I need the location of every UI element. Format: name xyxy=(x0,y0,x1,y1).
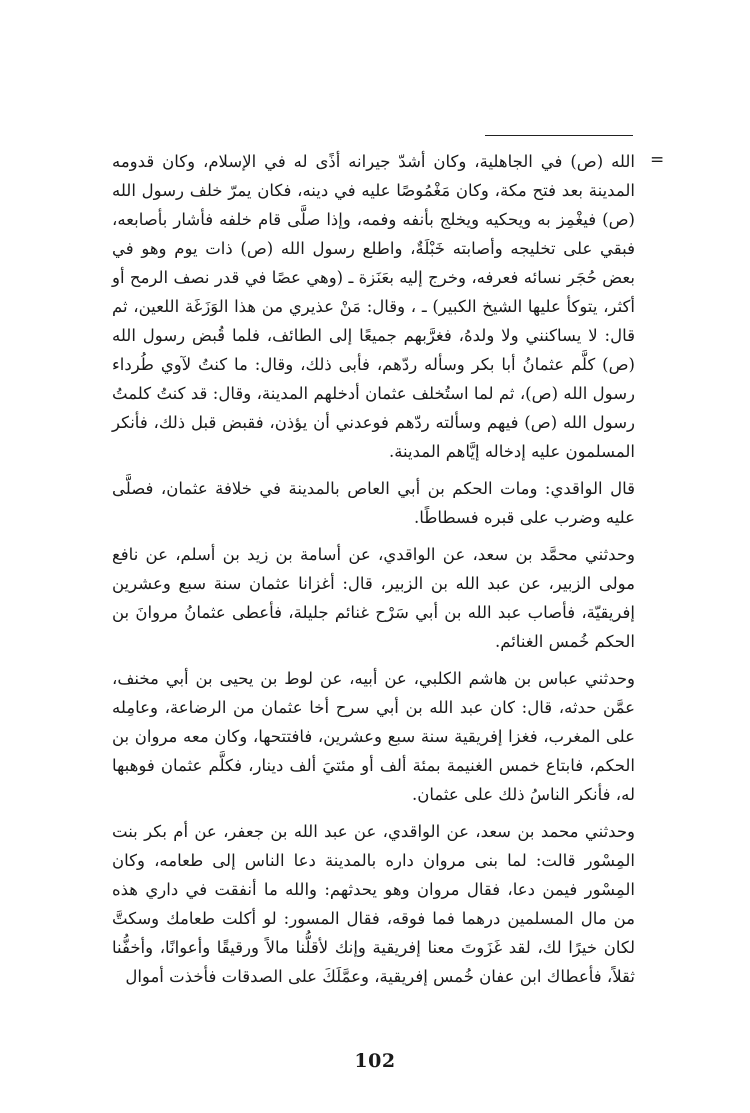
paragraph-4: وحدثني عباس بن هاشم الكلبي، عن أبيه، عن لوط بن يحيى بن أبي مخنف، عمَّن حدثه، قال: كان عبد الله بن أبي سرح أخا عثمان من الرضاعة، وعامِله على المغرب، فغزا إفريقية سنة سبع وعشرين، فافتتحها، وكان معه مروان بن الحكم، فابتاع خمس الغنيمة بمئة ألف أو مئتيَ ألف دينار، فكلَّم عثمان فوهبها له، فأنكر الناسُ ذلك على عثمان. xyxy=(112,669,635,804)
paragraph-2: قال الواقدي: ومات الحكم بن أبي العاص بالمدينة في خلافة عثمان، فصلَّى عليه وضرب على قبره فسطاطًا. xyxy=(112,479,635,527)
page-number: 102 xyxy=(354,1050,396,1072)
footnote-separator-rule xyxy=(485,135,633,136)
paragraph-5: وحدثني محمد بن سعد، عن الواقدي، عن عبد الله بن جعفر، عن أم بكر بنت المِسْور قالت: لما بنى مروان داره بالمدينة دعا الناس إلى طعامه، وكان المِسْور فيمن دعا، فقال مروان وهو يحدثهم: والله ما أنفقت في داري هذه من مال المسلمين درهما فما فوقه، فقال المسور: لو أكلت طعامك وسكتَّ لكان خيرًا لك، لقد غَزَوتَ معنا إفريقية وإنك لأقلُّنا مالاً ورقيقًا وأعوانًا، وأخفُّنا ثقلاً، فأعطاك ابن عفان خُمس إفريقية، وعمَّلَكَ على الصدقات فأخذت أموال xyxy=(112,822,635,986)
paragraph-3: وحدثني محمَّد بن سعد، عن الواقدي، عن أسامة بن زيد بن أسلم، عن نافع مولى الزبير، عن عبد الله بن الزبير، قال: أغزانا عثمان سنة سبع وعشرين إفريقيّة، فأصاب عبد الله بن أبي سَرْح غنائم جليلة، فأعطى عثمانُ مروانَ بن الحكم خُمس الغنائم. xyxy=(112,545,635,651)
paragraph-1: الله (ص) في الجاهلية، وكان أشدّ جيرانه أذًى له في الإسلام، وكان قدومه المدينة بعد فتح مكة، وكان مَغْمُوصًا عليه في دينه، فكان يمرّ خلف رسول الله (ص) فيغْمِز به ويحكيه ويخلج بأنفه وفمه، وإذا صلَّى قام خلفه فأشار بأصابعه، فبقي على تخليجه وأصابته خَبْلَةٌ، واطلع رسول الله (ص) ذات يوم وهو في بعض حُجَر نسائه فعرفه، وخرج إليه بعَنَزة ـ (وهي عصًا في قدر نصف الرمح أو أكثر، يتوكأ عليها الشيخ الكبير) ـ ، وقال: مَنْ عذيري من هذا الوَزَغَة اللعين، ثم قال: لا يساكنني ولا ولدهُ، فغرَّبهم جميعًا إلى الطائف، فلما قُبض رسول الله (ص) كلَّم عثمانُ أبا بكر وسأله ردّهم، فأبى ذلك، وقال: ما كنتُ لآوي طُرداء رسول الله (ص)، ثم لما استُخلف عثمان أدخلهم المدينة، وقال: قد كنتُ كلمتُ رسول الله (ص) فيهم وسألته ردّهم فوعدني أن يؤذن، فقبض قبل ذلك، فأنكر المسلمون عليه إدخاله إيَّاهم المدينة. xyxy=(112,152,635,461)
body-text xyxy=(112,147,635,999)
continuation-marker: = xyxy=(650,150,665,170)
